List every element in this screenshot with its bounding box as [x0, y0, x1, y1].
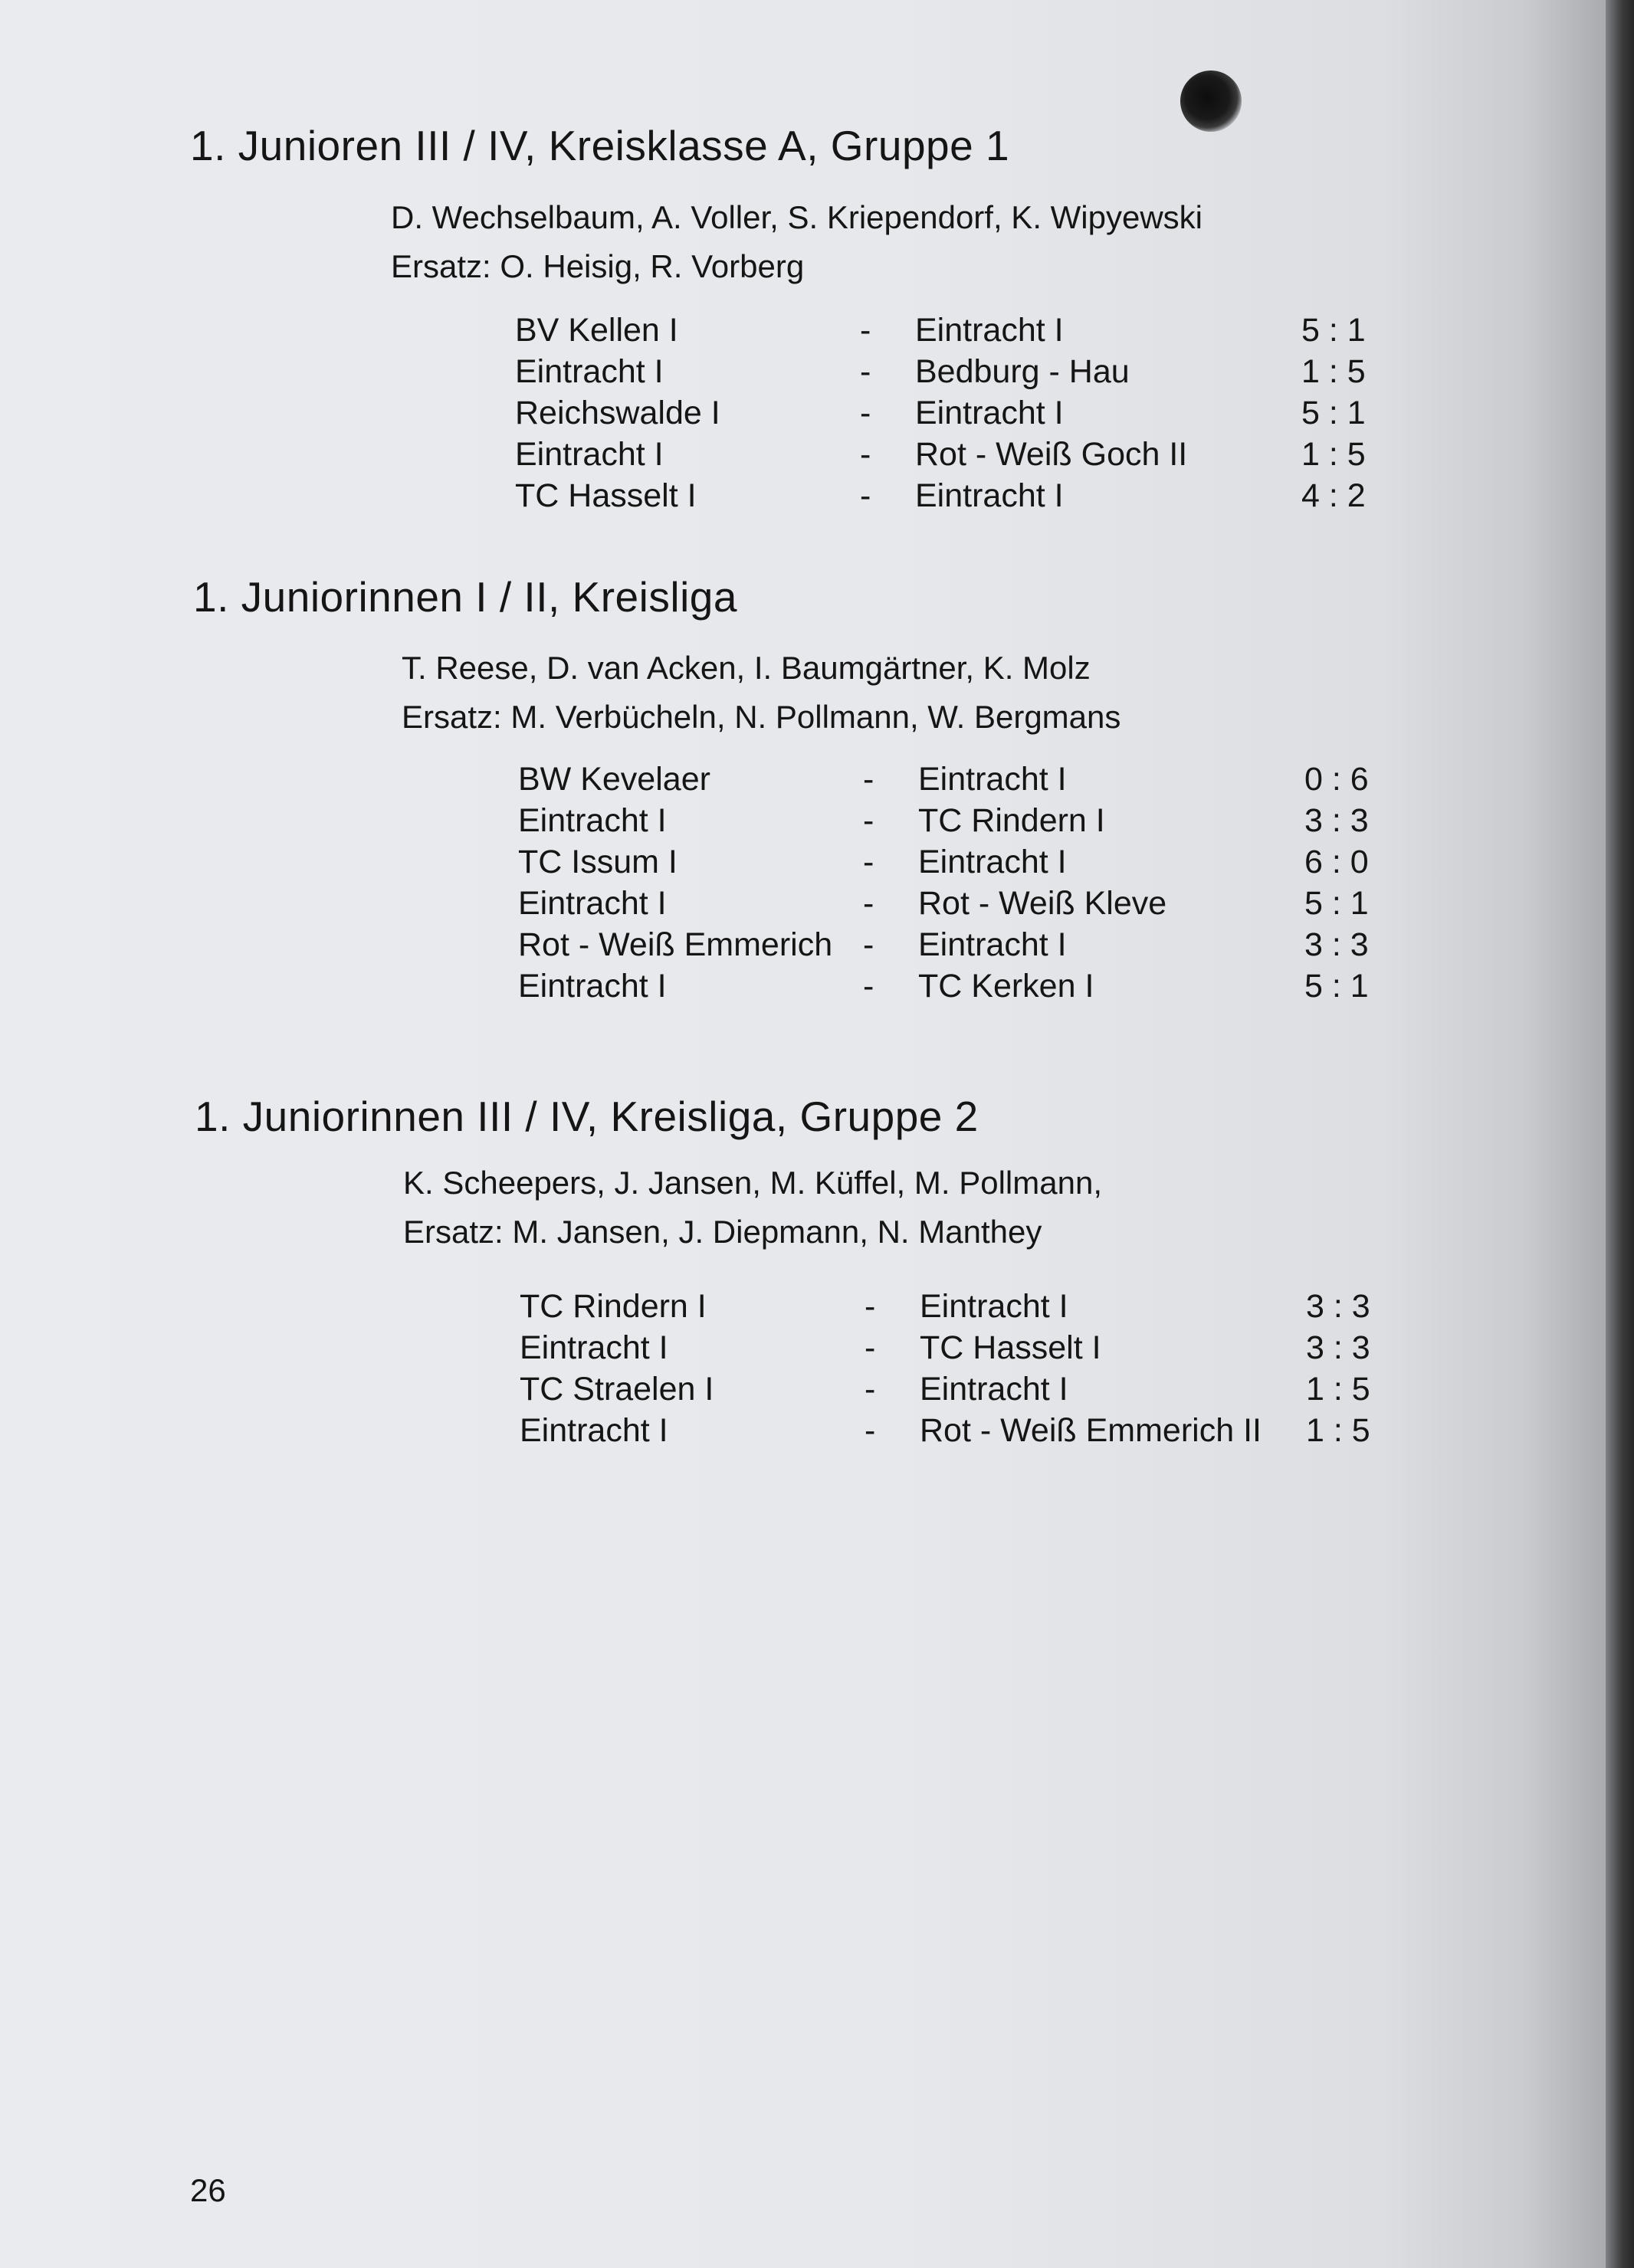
players-line: K. Scheepers, J. Jansen, M. Küffel, M. Pollmann,	[403, 1165, 1102, 1201]
section-title: 1. Juniorinnen III / IV, Kreisliga, Gruppe 2	[195, 1093, 979, 1140]
separator: -	[865, 1371, 876, 1408]
home-team: BW Kevelaer	[518, 761, 710, 798]
away-team: Eintracht I	[920, 1288, 1068, 1325]
substitutes-line: Ersatz: O. Heisig, R. Vorberg	[391, 248, 805, 284]
score: 1 : 5	[1301, 353, 1366, 390]
player-list	[402, 644, 1121, 742]
home-team: TC Issum I	[518, 844, 678, 880]
separator: -	[863, 802, 874, 839]
separator: -	[863, 844, 874, 880]
score: 6 : 0	[1304, 844, 1369, 880]
score: 1 : 5	[1306, 1371, 1370, 1408]
away-team: TC Hasselt I	[920, 1329, 1101, 1366]
score: 5 : 1	[1301, 395, 1366, 431]
away-team: TC Rindern I	[918, 802, 1105, 839]
away-team: Rot - Weiß Kleve	[918, 885, 1167, 922]
home-team: TC Straelen I	[520, 1371, 714, 1408]
score: 5 : 1	[1304, 885, 1369, 922]
home-team: TC Rindern I	[520, 1288, 707, 1325]
separator: -	[865, 1288, 876, 1325]
away-team: Eintracht I	[920, 1371, 1068, 1408]
home-team: Eintracht I	[515, 353, 664, 390]
section-title: 1. Junioren III / IV, Kreisklasse A, Gruppe 1	[190, 122, 1010, 169]
separator: -	[860, 353, 871, 390]
score: 4 : 2	[1301, 477, 1366, 514]
separator: -	[860, 436, 871, 473]
away-team: Eintracht I	[915, 477, 1064, 514]
away-team: TC Kerken I	[918, 968, 1094, 1005]
away-team: Eintracht I	[918, 761, 1067, 798]
away-team: Rot - Weiß Emmerich II	[920, 1412, 1262, 1449]
away-team: Bedburg - Hau	[915, 353, 1130, 390]
score: 3 : 3	[1304, 926, 1369, 963]
score: 3 : 3	[1306, 1329, 1370, 1366]
separator: -	[865, 1412, 876, 1449]
player-list	[403, 1159, 1102, 1257]
score: 5 : 1	[1301, 312, 1366, 349]
away-team: Eintracht I	[915, 312, 1064, 349]
score: 3 : 3	[1304, 802, 1369, 839]
score: 0 : 6	[1304, 761, 1369, 798]
away-team: Eintracht I	[915, 395, 1064, 431]
separator: -	[860, 312, 871, 349]
home-team: Eintracht I	[518, 802, 667, 839]
away-team: Rot - Weiß Goch II	[915, 436, 1188, 473]
home-team: TC Hasselt I	[515, 477, 697, 514]
section-title: 1. Juniorinnen I / II, Kreisliga	[193, 573, 737, 621]
punch-hole	[1180, 70, 1242, 132]
substitutes-line: Ersatz: M. Jansen, J. Diepmann, N. Manthey	[403, 1214, 1042, 1250]
page-edge-shadow	[1606, 0, 1634, 2268]
separator: -	[860, 395, 871, 431]
separator: -	[863, 926, 874, 963]
separator: -	[860, 477, 871, 514]
home-team: Eintracht I	[520, 1412, 668, 1449]
score: 1 : 5	[1306, 1412, 1370, 1449]
page-number: 26	[190, 2172, 226, 2208]
separator: -	[863, 968, 874, 1005]
home-team: BV Kellen I	[515, 312, 678, 349]
players-line: D. Wechselbaum, A. Voller, S. Kriependorf, K. Wipyewski	[391, 199, 1203, 235]
home-team: Eintracht I	[518, 885, 667, 922]
away-team: Eintracht I	[918, 844, 1067, 880]
score: 5 : 1	[1304, 968, 1369, 1005]
separator: -	[863, 761, 874, 798]
home-team: Eintracht I	[515, 436, 664, 473]
score: 3 : 3	[1306, 1288, 1370, 1325]
players-line: T. Reese, D. van Acken, I. Baumgärtner, K. Molz	[402, 650, 1091, 686]
separator: -	[865, 1329, 876, 1366]
home-team: Rot - Weiß Emmerich	[518, 926, 833, 963]
home-team: Reichswalde I	[515, 395, 720, 431]
home-team: Eintracht I	[518, 968, 667, 1005]
substitutes-line: Ersatz: M. Verbücheln, N. Pollmann, W. Bergmans	[402, 699, 1121, 735]
away-team: Eintracht I	[918, 926, 1067, 963]
home-team: Eintracht I	[520, 1329, 668, 1366]
score: 1 : 5	[1301, 436, 1366, 473]
player-list	[391, 193, 1203, 291]
separator: -	[863, 885, 874, 922]
